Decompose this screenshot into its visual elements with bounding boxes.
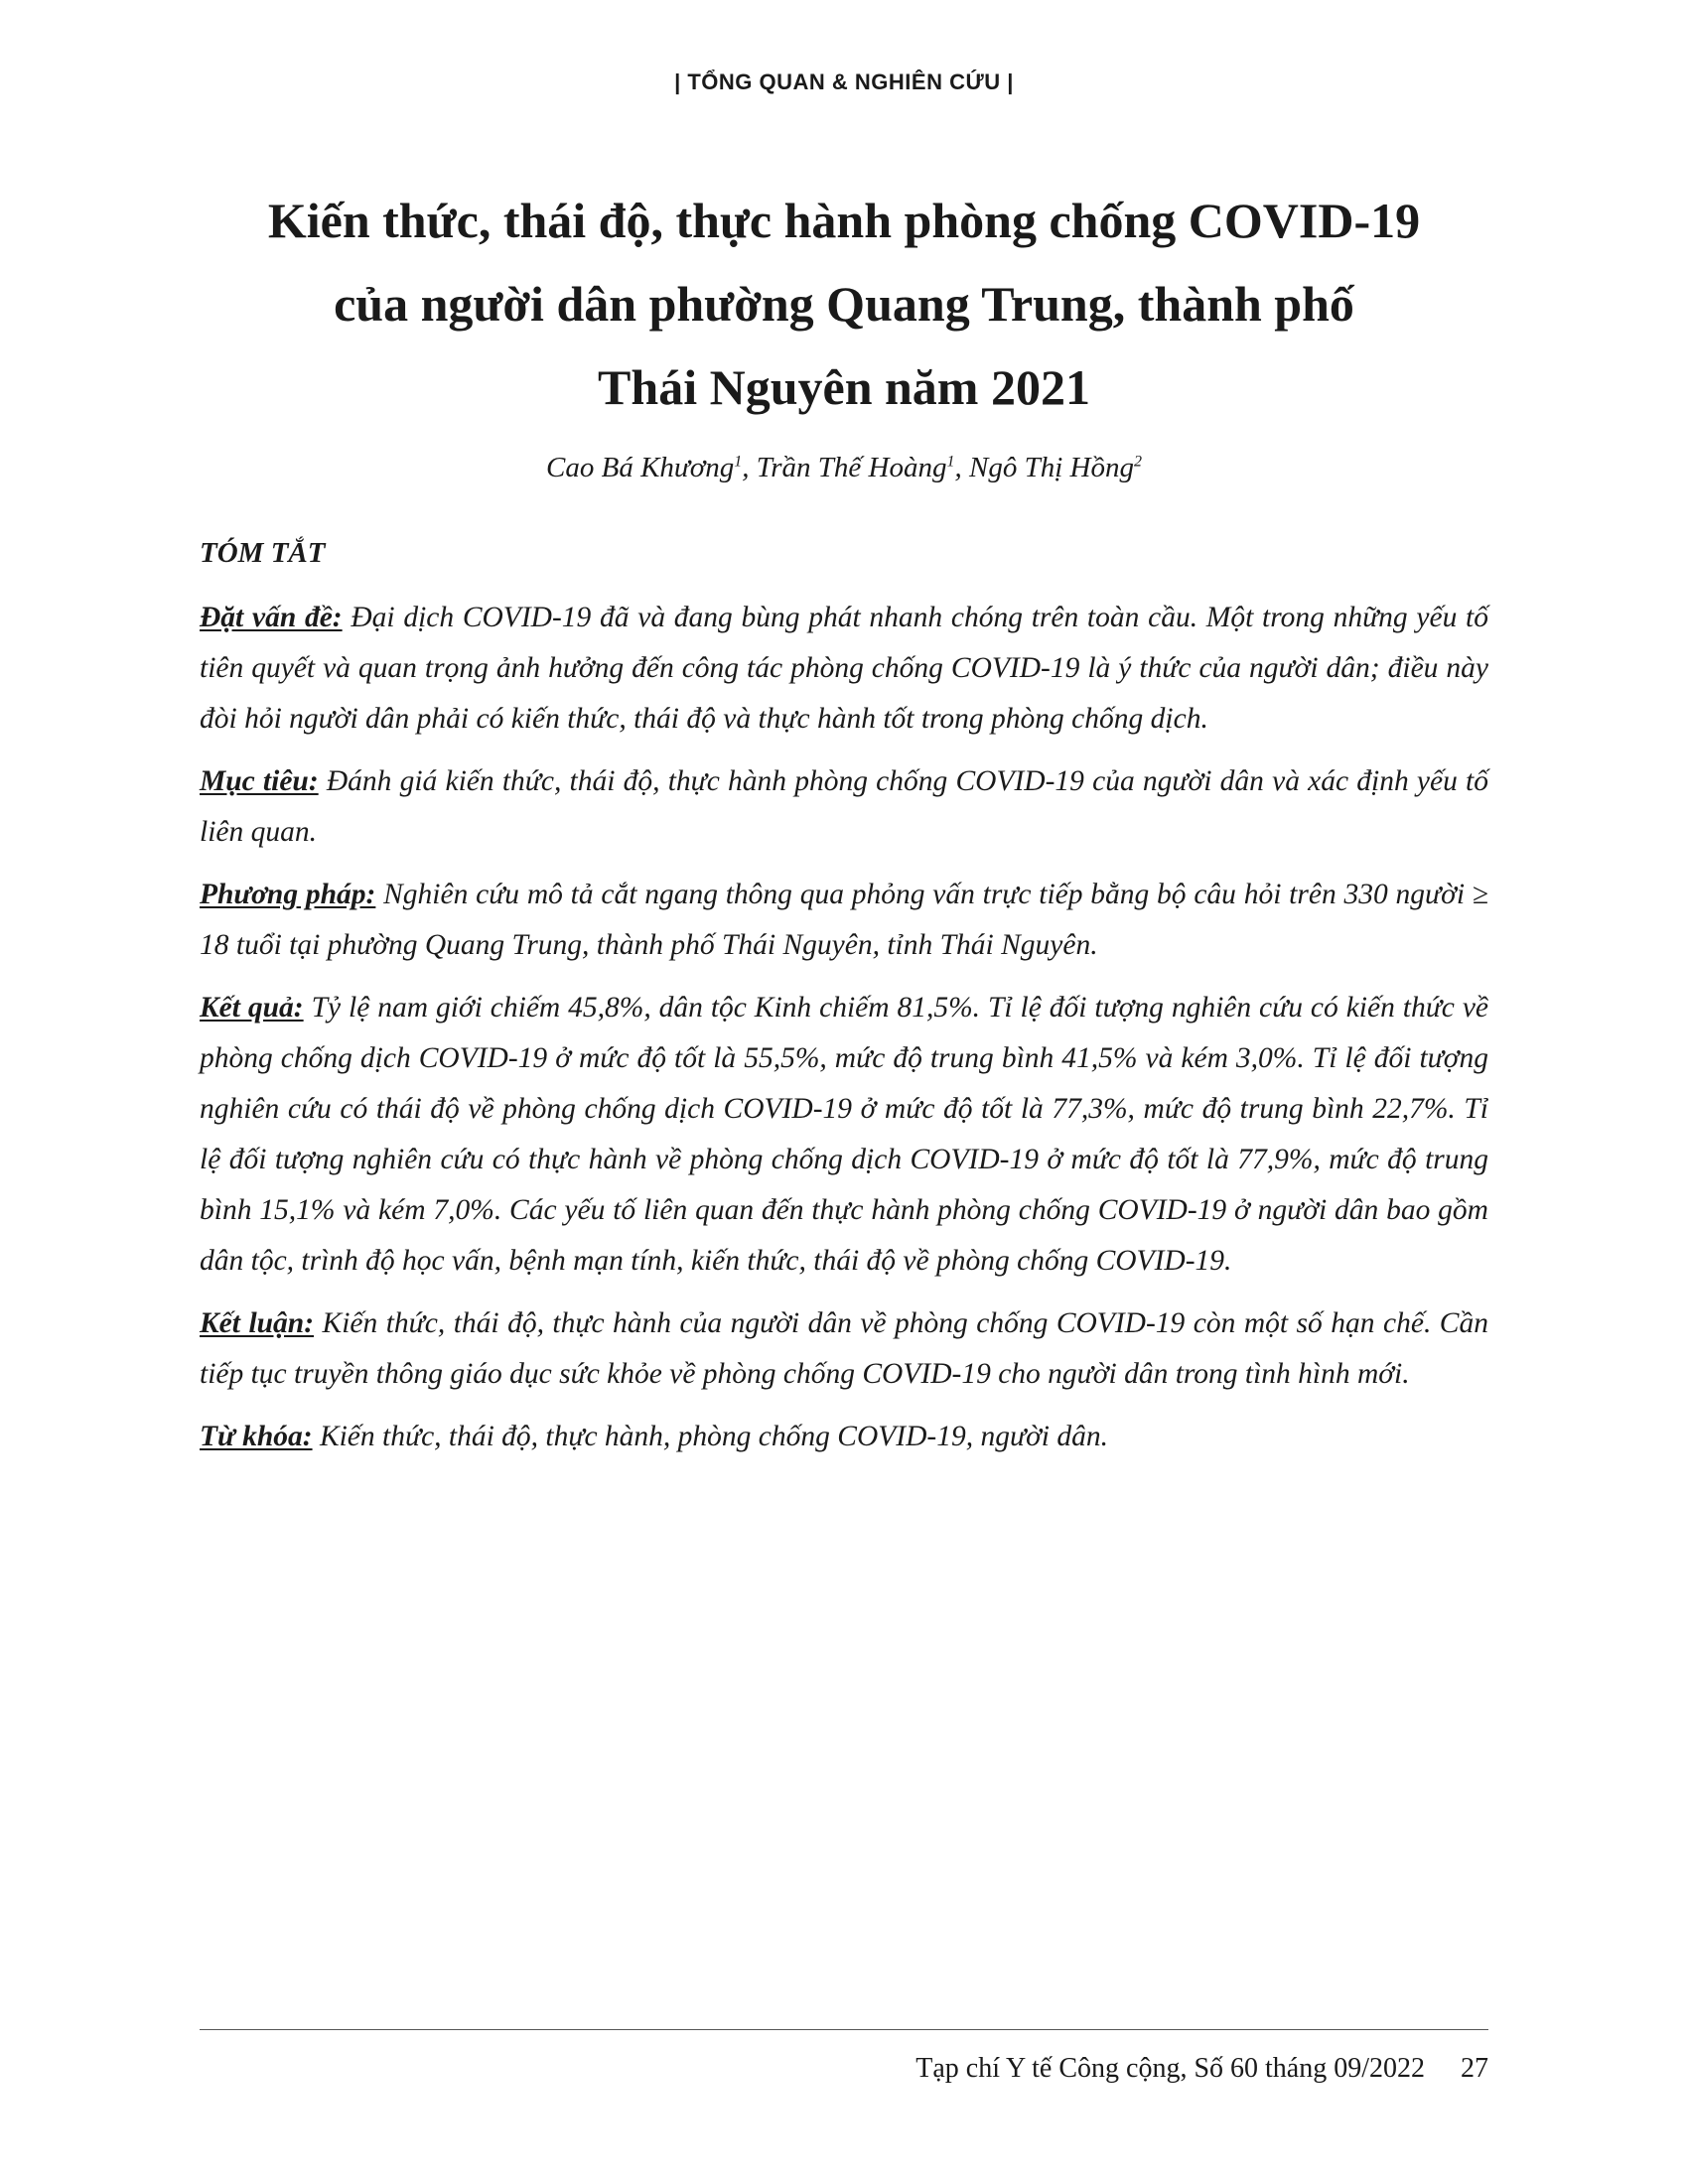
section-label: Kết quả: <box>200 992 304 1024</box>
section-label: Kết luận: <box>200 1307 315 1339</box>
abstract-heading: TÓM TẮT <box>200 537 326 569</box>
section-text: Kiến thức, thái độ, thực hành của người dân về phòng chống COVID-19 còn một số hạn chế. Cần tiếp tục truyền thông giáo dục sức khỏe về phòng chống COVID-19 cho người dân trong tình hình mới. <box>200 1307 1488 1390</box>
section-text: Tỷ lệ nam giới chiếm 45,8%, dân tộc Kinh chiếm 81,5%. Tỉ lệ đối tượng nghiên cứu có kiến thức về phòng chống dịch COVID-19 ở mức độ tốt là 55,5%, mức độ trung bình 41,5% và kém 3,0%. Tỉ lệ đối tượng nghiên cứu có thái độ về phòng chống dịch COVID-19 ở mức độ tốt là 77,3%, mức độ trung bình 22,7%. Tỉ lệ đối tượng nghiên cứu có thực hành về phòng chống dịch COVID-19 ở mức độ tốt là 77,9%, mức độ trung bình 15,1% và kém 7,0%. Các yếu tố liên quan đến thực hành phòng chống COVID-19 ở người dân bao gồm dân tộc, trình độ học vấn, bệnh mạn tính, kiến thức, thái độ về phòng chống COVID-19. <box>200 992 1489 1277</box>
abstract-methods <box>200 870 1488 971</box>
section-label: Mục tiêu: <box>200 765 319 797</box>
author-affiliation: 1 <box>734 453 743 471</box>
author-list: Cao Bá Khương$^1$, Trần Thế Hoàng$^1$, Ngô Thị Hồng$^2$ <box>546 452 1142 483</box>
section-label: Đặt vấn đề: <box>200 602 343 633</box>
section-label: Từ khóa: <box>200 1421 313 1452</box>
article-title <box>149 179 1539 429</box>
abstract-objective <box>200 756 1488 858</box>
abstract-keywords <box>200 1412 1488 1462</box>
author-affiliation: 1 <box>946 453 955 471</box>
section-label: Phương pháp: <box>200 879 376 910</box>
page-number: 27 <box>1461 2053 1488 2084</box>
section-text: Đại dịch COVID-19 đã và đang bùng phát nhanh chóng trên toàn cầu. Một trong những yếu tố tiên quyết và quan trọng ảnh hưởng đến công tác phòng chống COVID-19 là ý thức của người dân; điều này đòi hỏi người dân phải có kiến thức, thái độ và thực hành tốt trong phòng chống dịch. <box>200 602 1489 735</box>
author-name: Cao Bá Khương <box>546 452 735 483</box>
author-name: Trần Thế Hoàng <box>756 452 947 483</box>
section-text: Đánh giá kiến thức, thái độ, thực hành phòng chống COVID-19 của người dân và xác định yếu tố liên quan. <box>200 765 1489 848</box>
author-name: Ngô Thị Hồng <box>968 452 1134 483</box>
title-line-2: của người dân phường Quang Trung, thành phố <box>334 276 1354 332</box>
abstract-background <box>200 593 1488 745</box>
abstract-results <box>200 983 1488 1287</box>
author-affiliation: 2 <box>1133 453 1142 471</box>
section-header: | TỔNG QUAN & NGHIÊN CỨU | <box>674 69 1014 94</box>
abstract <box>200 528 1488 1474</box>
title-line-3: Thái Nguyên năm 2021 <box>598 359 1090 415</box>
footer-divider <box>200 2029 1488 2030</box>
abstract-conclusion <box>200 1298 1488 1400</box>
title-line-1: Kiến thức, thái độ, thực hành phòng chống COVID-19 <box>267 193 1421 248</box>
page-footer <box>200 2053 1488 2085</box>
section-text: Kiến thức, thái độ, thực hành, phòng chống COVID-19, người dân. <box>312 1421 1109 1452</box>
journal-citation: Tạp chí Y tế Công cộng, Số 60 tháng 09/2022 <box>915 2053 1425 2084</box>
section-text: Nghiên cứu mô tả cắt ngang thông qua phỏng vấn trực tiếp bằng bộ câu hỏi trên 330 người ≥ 18 tuổi tại phường Quang Trung, thành phố Thái Nguyên, tỉnh Thái Nguyên. <box>200 879 1488 961</box>
